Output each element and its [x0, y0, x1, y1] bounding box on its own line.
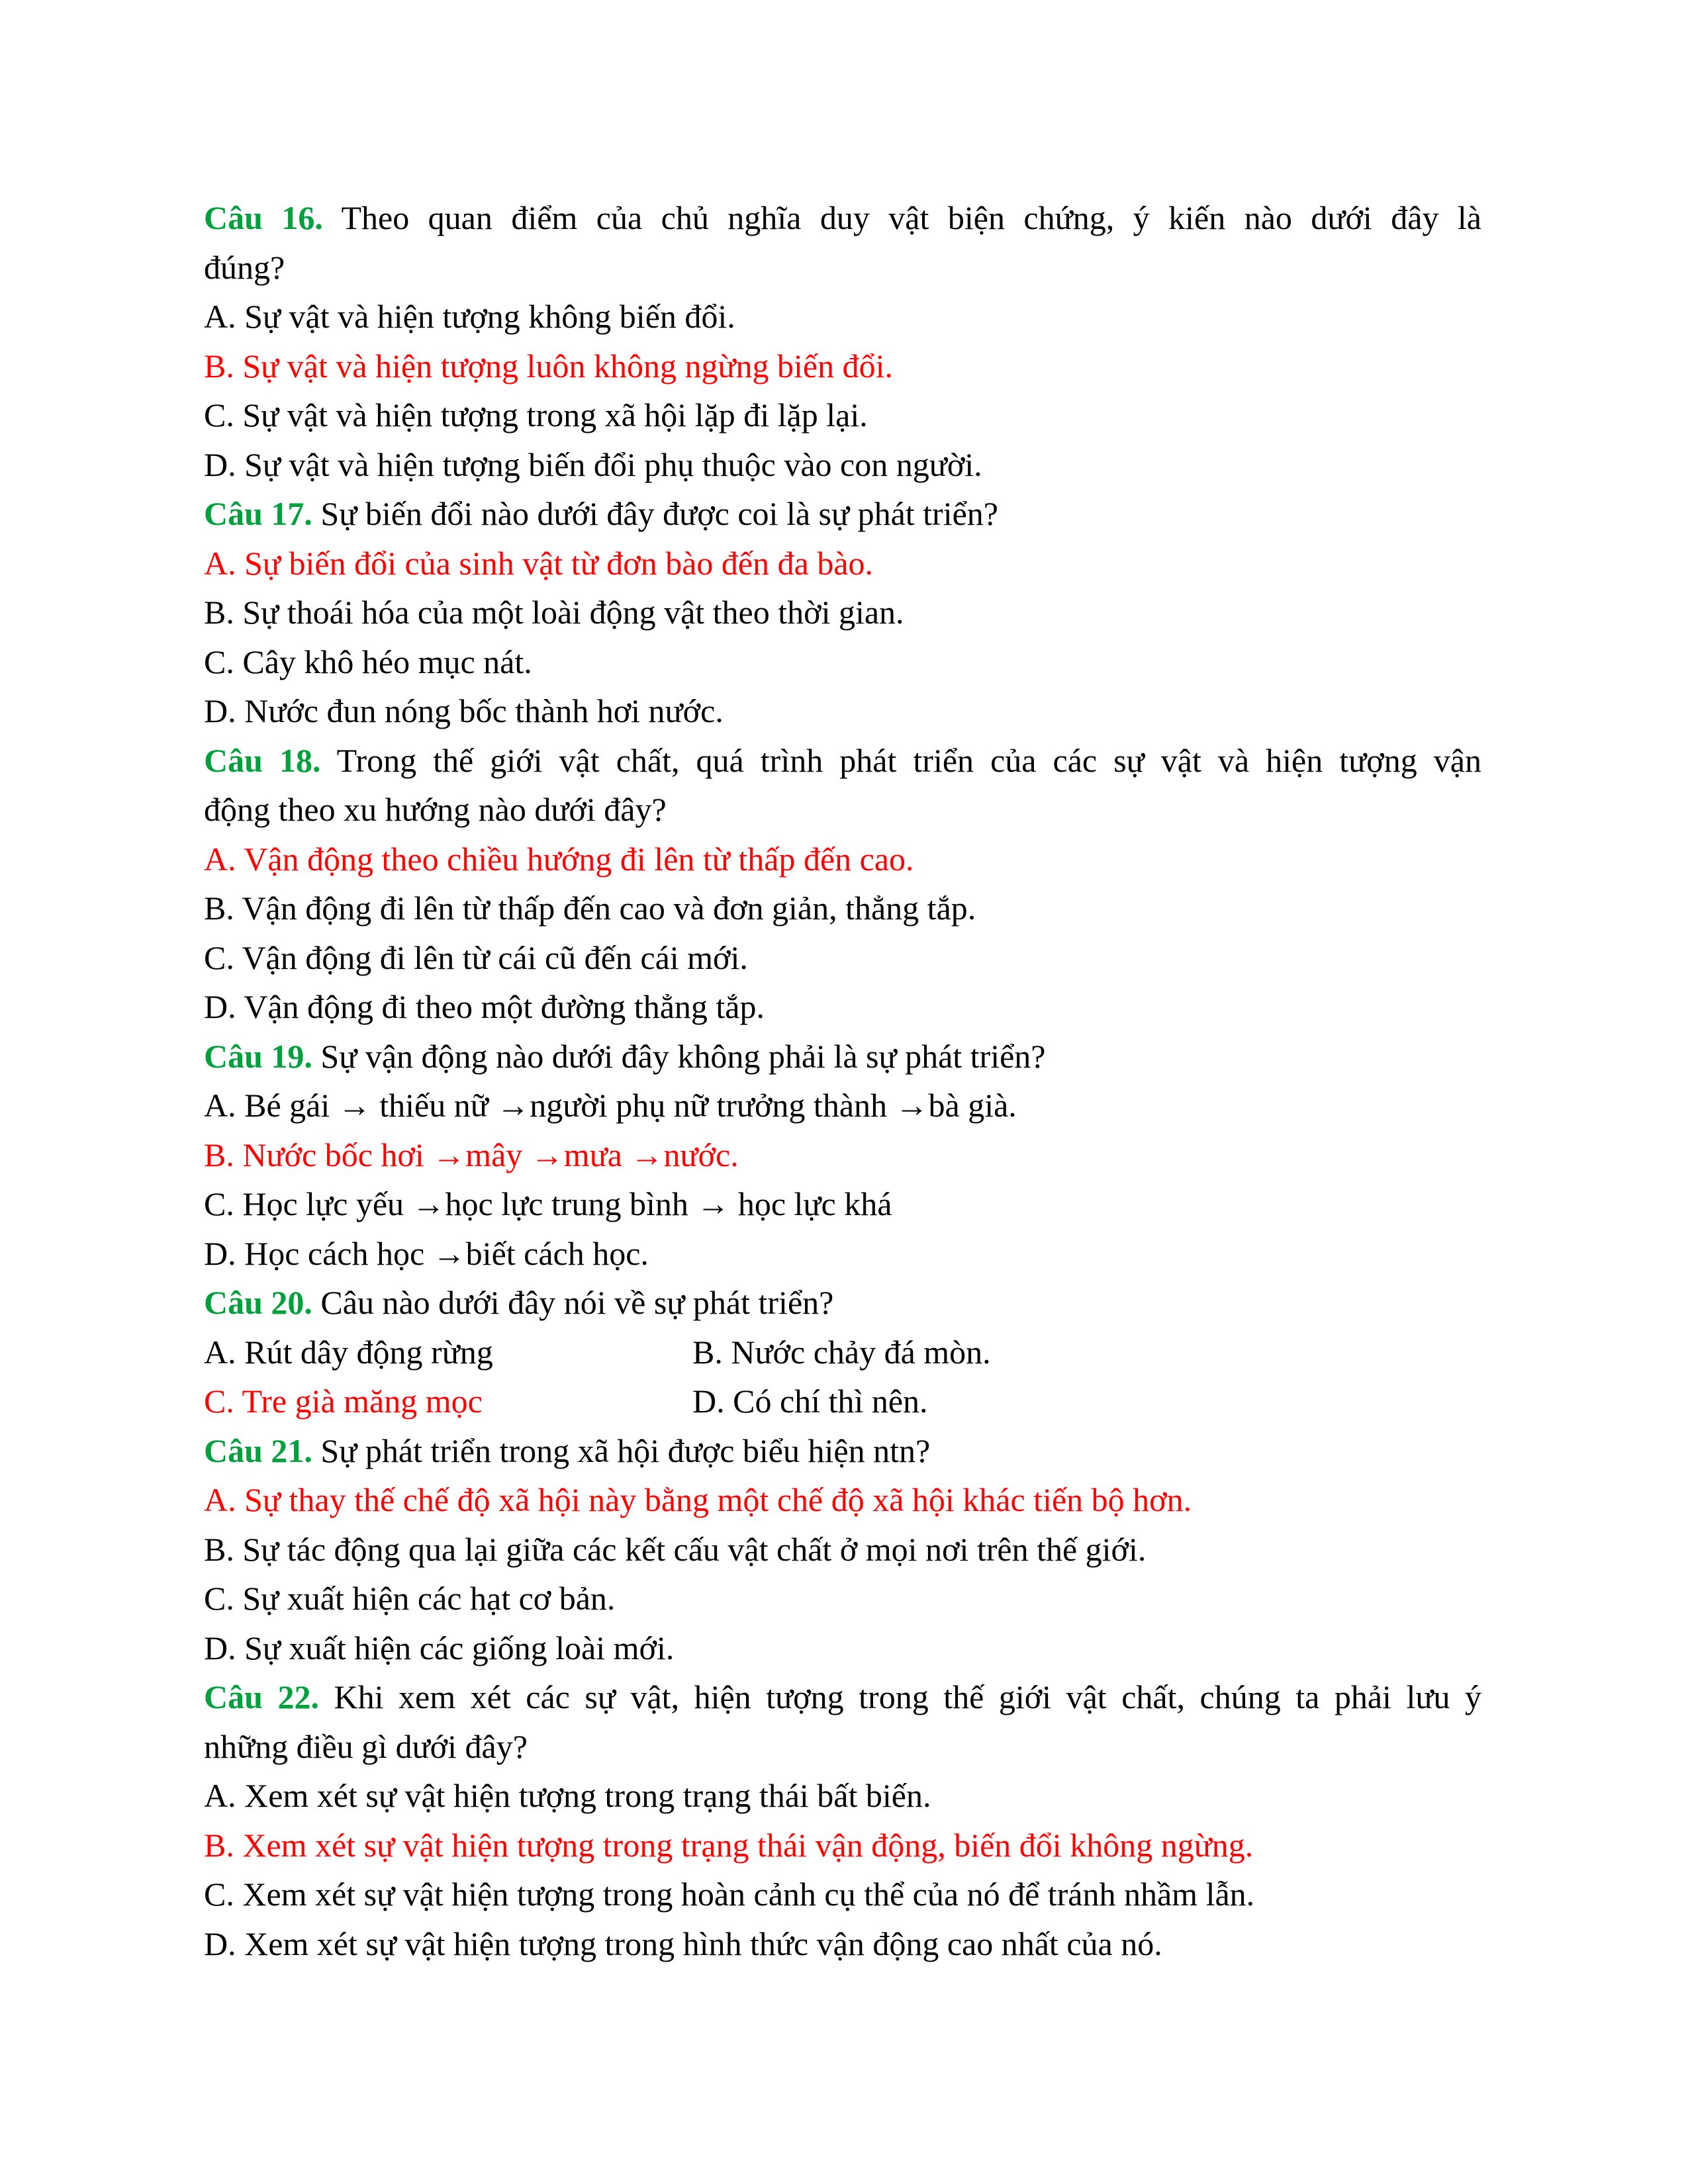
question-number: Câu 16. [204, 199, 323, 236]
question-number: Câu 22. [204, 1678, 319, 1715]
option-a-correct: A. Vận động theo chiều hướng đi lên từ thấp đến cao. [204, 840, 914, 878]
question-21-stem [204, 1426, 1481, 1476]
option-a: A. Sự vật và hiện tượng không biến đổi. [204, 298, 735, 335]
question-text-continued: đúng? [204, 248, 285, 286]
option-a: A. Xem xét sự vật hiện tượng trong trạng thái bất biến. [204, 1777, 931, 1814]
question-text: Sự vận động nào dưới đây không phải là sự phát triển? [320, 1037, 1046, 1075]
question-number: Câu 20. [204, 1284, 312, 1321]
option-d: D. Nước đun nóng bốc thành hơi nước. [204, 692, 724, 729]
option-d: D. Học cách học →biết cách học. [204, 1234, 649, 1272]
options-row-ab [204, 1328, 1481, 1377]
option-b: B. Sự thoái hóa của một loài động vật theo thời gian. [204, 594, 904, 631]
question-text-continued: động theo xu hướng nào dưới đây? [204, 791, 667, 828]
question-text: Sự phát triển trong xã hội được biểu hiện ntn? [320, 1432, 931, 1469]
option-c: C. Sự xuất hiện các hạt cơ bản. [204, 1580, 616, 1617]
option-c: C. Vận động đi lên từ cái cũ đến cái mới. [204, 938, 748, 976]
question-20-stem [204, 1278, 1481, 1328]
option-b-correct: B. Nước bốc hơi →mây →mưa →nước. [204, 1136, 739, 1173]
option-a: A. Bé gái → thiếu nữ →người phụ nữ trưởng thành →bà già. [204, 1087, 1017, 1124]
document-page [204, 193, 1481, 1968]
question-number: Câu 21. [204, 1432, 312, 1469]
option-a: A. Rút dây động rừng [204, 1333, 493, 1371]
option-d: D. Vận động đi theo một đường thẳng tắp. [204, 988, 765, 1025]
option-b: B. Sự tác động qua lại giữa các kết cấu vật chất ở mọi nơi trên thế giới. [204, 1530, 1147, 1568]
option-d: D. Có chí thì nên. [692, 1383, 928, 1420]
question-22-stem [204, 1672, 1481, 1722]
question-text: Trong thế giới vật chất, quá trình phát triển của các sự vật và hiện tượng vận [336, 741, 1481, 779]
question-number: Câu 17. [204, 495, 312, 532]
option-d: D. Xem xét sự vật hiện tượng trong hình thức vận động cao nhất của nó. [204, 1925, 1162, 1962]
option-c: C. Học lực yếu →học lực trung bình → học lực khá [204, 1185, 892, 1222]
option-a-correct: A. Sự biến đổi của sinh vật từ đơn bào đến đa bào. [204, 544, 874, 582]
option-a-correct: A. Sự thay thế chế độ xã hội này bằng một chế độ xã hội khác tiến bộ hơn. [204, 1481, 1192, 1518]
question-text: Sự biến đổi nào dưới đây được coi là sự phát triển? [320, 495, 998, 532]
question-18-stem [204, 736, 1481, 786]
option-d: D. Sự vật và hiện tượng biến đổi phụ thuộc vào con người. [204, 445, 982, 483]
question-number: Câu 19. [204, 1037, 312, 1075]
question-text: Khi xem xét các sự vật, hiện tượng trong thế giới vật chất, chúng ta phải lưu ý [334, 1678, 1482, 1715]
option-d: D. Sự xuất hiện các giống loài mới. [204, 1629, 675, 1666]
options-row-cd [204, 1377, 1481, 1426]
option-c-correct: C. Tre già măng mọc [204, 1383, 483, 1420]
option-b-correct: B. Xem xét sự vật hiện tượng trong trạng thái vận động, biến đổi không ngừng. [204, 1826, 1254, 1864]
option-c: C. Cây khô héo mục nát. [204, 643, 532, 680]
question-19-stem [204, 1032, 1481, 1081]
option-c: C. Sự vật và hiện tượng trong xã hội lặp đi lặp lại. [204, 396, 868, 433]
question-number: Câu 18. [204, 741, 321, 779]
question-text: Theo quan điểm của chủ nghĩa duy vật biện chứng, ý kiến nào dưới đây là [341, 199, 1481, 236]
option-b: B. Nước chảy đá mòn. [692, 1333, 991, 1371]
question-17-stem [204, 489, 1481, 539]
question-text-continued: những điều gì dưới đây? [204, 1727, 528, 1765]
option-c: C. Xem xét sự vật hiện tượng trong hoàn cảnh cụ thể của nó để tránh nhầm lẫn. [204, 1876, 1255, 1913]
question-text: Câu nào dưới đây nói về sự phát triển? [320, 1284, 834, 1321]
option-b: B. Vận động đi lên từ thấp đến cao và đơn giản, thẳng tắp. [204, 889, 976, 927]
option-b-correct: B. Sự vật và hiện tượng luôn không ngừng biến đổi. [204, 347, 894, 385]
question-16-stem [204, 193, 1481, 243]
